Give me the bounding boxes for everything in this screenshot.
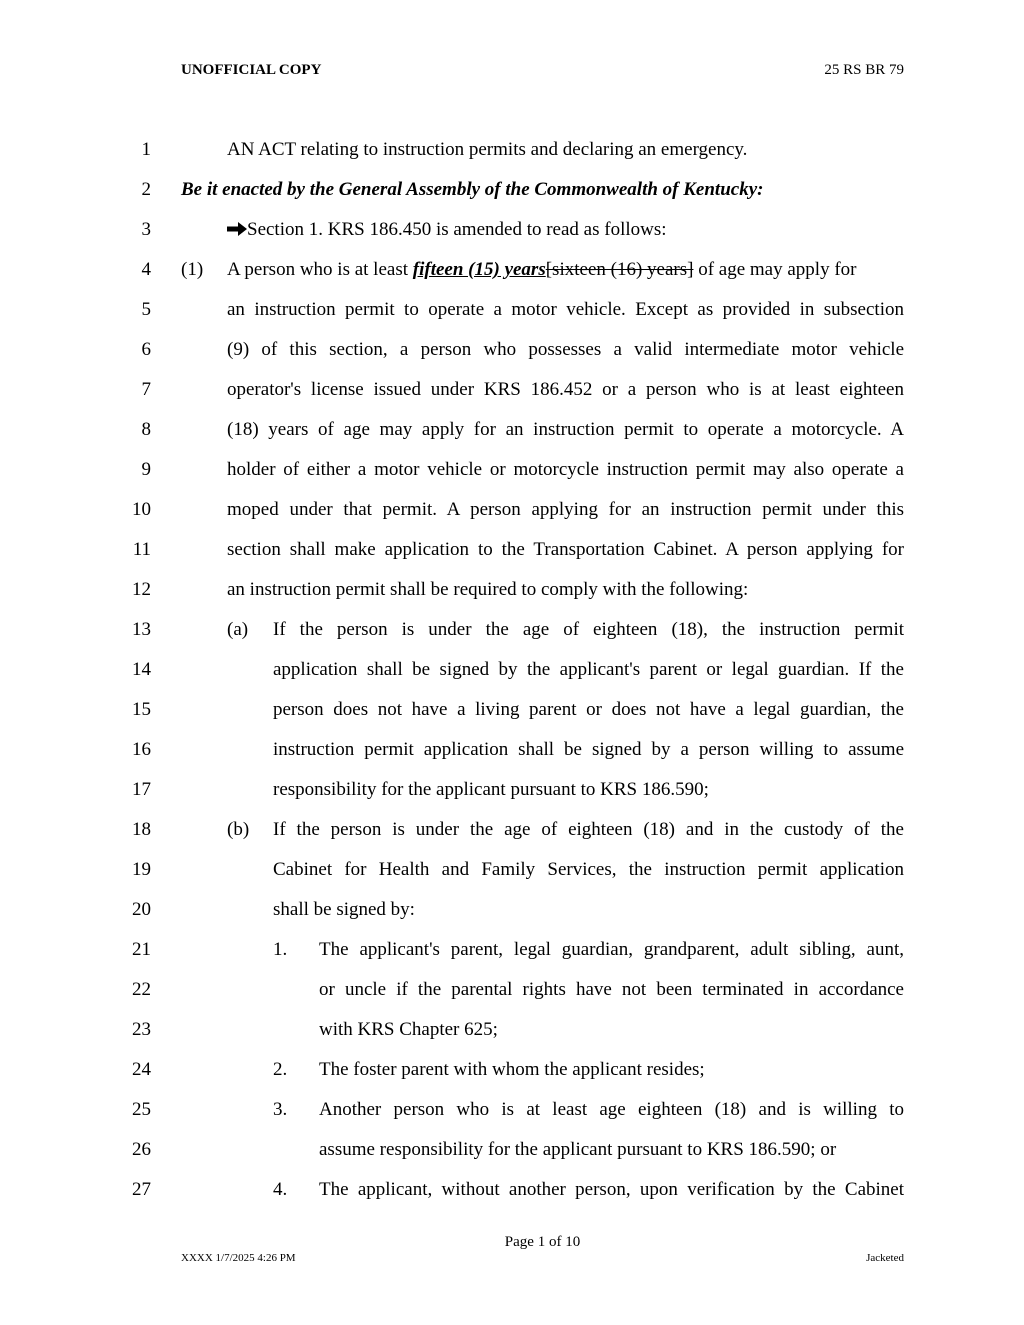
- document-line: [0, 1015, 1024, 1045]
- right-arrow-icon: [227, 222, 247, 236]
- amended-text: [227, 255, 856, 285]
- document-line: [0, 335, 1024, 365]
- line-number: 12: [132, 579, 151, 600]
- body-text: responsibility for the applicant pursuant to KRS 186.590;: [273, 779, 709, 800]
- document-line: [0, 1175, 1024, 1205]
- line-number: 18: [132, 819, 151, 840]
- page-number: Page 1 of 10: [504, 1234, 581, 1250]
- line-number: 13: [132, 619, 151, 640]
- body-text: section shall make application to the Transportation Cabinet. A person applying for: [227, 539, 904, 560]
- subsection-label: (1): [181, 259, 204, 280]
- line-number: 6: [141, 339, 151, 360]
- line-number: 25: [132, 1099, 151, 1120]
- line-number: 17: [132, 779, 151, 800]
- body-text: The applicant, without another person, upon verification by the Cabinet: [319, 1179, 904, 1200]
- body-text: (18) years of age may apply for an instruction permit to operate a motorcycle. A: [227, 419, 904, 440]
- document-line: [0, 615, 1024, 645]
- document-line: [0, 135, 1024, 165]
- text-segment: A person who is at least: [227, 259, 413, 280]
- header-bill-request-number: 25 RS BR 79: [824, 62, 904, 78]
- body-text: an instruction permit to operate a motor vehicle. Except as provided in subsection: [227, 299, 904, 320]
- document-line: [0, 895, 1024, 925]
- document-line: [0, 815, 1024, 845]
- body-text: The foster parent with whom the applicant resides;: [319, 1059, 705, 1080]
- subparagraph-label: 1.: [273, 939, 288, 960]
- body-text: shall be signed by:: [273, 899, 415, 920]
- body-text: moped under that permit. A person applying for an instruction permit under this: [227, 499, 904, 520]
- section-heading-text: Section 1. KRS 186.450 is amended to read as follows:: [247, 219, 667, 240]
- body-text: application shall be signed by the applicant's parent or legal guardian. If the: [273, 659, 904, 680]
- act-title: AN ACT relating to instruction permits and declaring an emergency.: [227, 139, 748, 160]
- body-text: If the person is under the age of eighteen (18) and in the custody of the: [273, 819, 904, 840]
- deleted-text: [sixteen (16) years]: [545, 259, 694, 280]
- document-line: [0, 1095, 1024, 1125]
- line-number: 7: [141, 379, 151, 400]
- document-line: [0, 1055, 1024, 1085]
- line-number: 9: [141, 459, 151, 480]
- line-number: 27: [132, 1179, 151, 1200]
- line-number: 2: [141, 179, 151, 200]
- body-text: instruction permit application shall be signed by a person willing to assume: [273, 739, 904, 760]
- line-number: 8: [141, 419, 151, 440]
- body-text: If the person is under the age of eighteen (18), the instruction permit: [273, 619, 904, 640]
- document-line: [0, 855, 1024, 885]
- header-unofficial-copy: UNOFFICIAL COPY: [181, 62, 322, 78]
- document-line: [0, 455, 1024, 485]
- line-number: 24: [132, 1059, 151, 1080]
- line-number: 1: [141, 139, 151, 160]
- subparagraph-label: 3.: [273, 1099, 288, 1120]
- line-number: 20: [132, 899, 151, 920]
- line-number: 23: [132, 1019, 151, 1040]
- document-line: [0, 575, 1024, 605]
- paragraph-label: (a): [227, 619, 249, 640]
- document-line: [0, 695, 1024, 725]
- document-line: [0, 415, 1024, 445]
- paragraph-label: (b): [227, 819, 250, 840]
- document-line: [0, 655, 1024, 685]
- body-text: Cabinet for Health and Family Services, the instruction permit application: [273, 859, 904, 880]
- document-line: [0, 935, 1024, 965]
- body-text: assume responsibility for the applicant pursuant to KRS 186.590; or: [319, 1139, 837, 1160]
- document-line: [0, 775, 1024, 805]
- body-text: (9) of this section, a person who possesses a valid intermediate motor vehicle: [227, 339, 904, 360]
- body-text: operator's license issued under KRS 186.452 or a person who is at least eighteen: [227, 379, 904, 400]
- body-text: an instruction permit shall be required to comply with the following:: [227, 579, 749, 600]
- line-number: 22: [132, 979, 151, 1000]
- enacting-clause: Be it enacted by the General Assembly of the Commonwealth of Kentucky:: [181, 179, 764, 200]
- document-line: [0, 255, 1024, 285]
- document-line: [0, 215, 1024, 245]
- line-number: 16: [132, 739, 151, 760]
- document-line: [0, 975, 1024, 1005]
- document-line: [0, 1135, 1024, 1165]
- line-number: 11: [132, 539, 151, 560]
- body-text: holder of either a motor vehicle or motorcycle instruction permit may also operate a: [227, 459, 904, 480]
- footer-status: Jacketed: [866, 1252, 904, 1264]
- body-text: with KRS Chapter 625;: [319, 1019, 498, 1040]
- section-heading: [227, 215, 667, 245]
- line-number: 21: [132, 939, 151, 960]
- document-line: [0, 495, 1024, 525]
- body-text: Another person who is at least age eighteen (18) and is willing to: [319, 1099, 904, 1120]
- line-number: 10: [132, 499, 151, 520]
- body-text: The applicant's parent, legal guardian, grandparent, adult sibling, aunt,: [319, 939, 904, 960]
- document-line: [0, 535, 1024, 565]
- document-line: [0, 375, 1024, 405]
- document-line: [0, 735, 1024, 765]
- line-number: 3: [141, 219, 151, 240]
- line-number: 14: [132, 659, 151, 680]
- line-number: 19: [132, 859, 151, 880]
- inserted-text: fifteen (15) years: [412, 259, 546, 280]
- body-text: or uncle if the parental rights have not been terminated in accordance: [319, 979, 904, 1000]
- document-line: [0, 295, 1024, 325]
- line-number: 26: [132, 1139, 151, 1160]
- subparagraph-label: 4.: [273, 1179, 288, 1200]
- subparagraph-label: 2.: [273, 1059, 288, 1080]
- line-number: 4: [141, 259, 151, 280]
- line-number: 15: [132, 699, 151, 720]
- footer-draft-timestamp: XXXX 1/7/2025 4:26 PM: [181, 1252, 296, 1264]
- body-text: person does not have a living parent or does not have a legal guardian, the: [273, 699, 904, 720]
- document-line: [0, 175, 1024, 205]
- line-number: 5: [141, 299, 151, 320]
- text-segment: of age may apply for: [693, 259, 857, 280]
